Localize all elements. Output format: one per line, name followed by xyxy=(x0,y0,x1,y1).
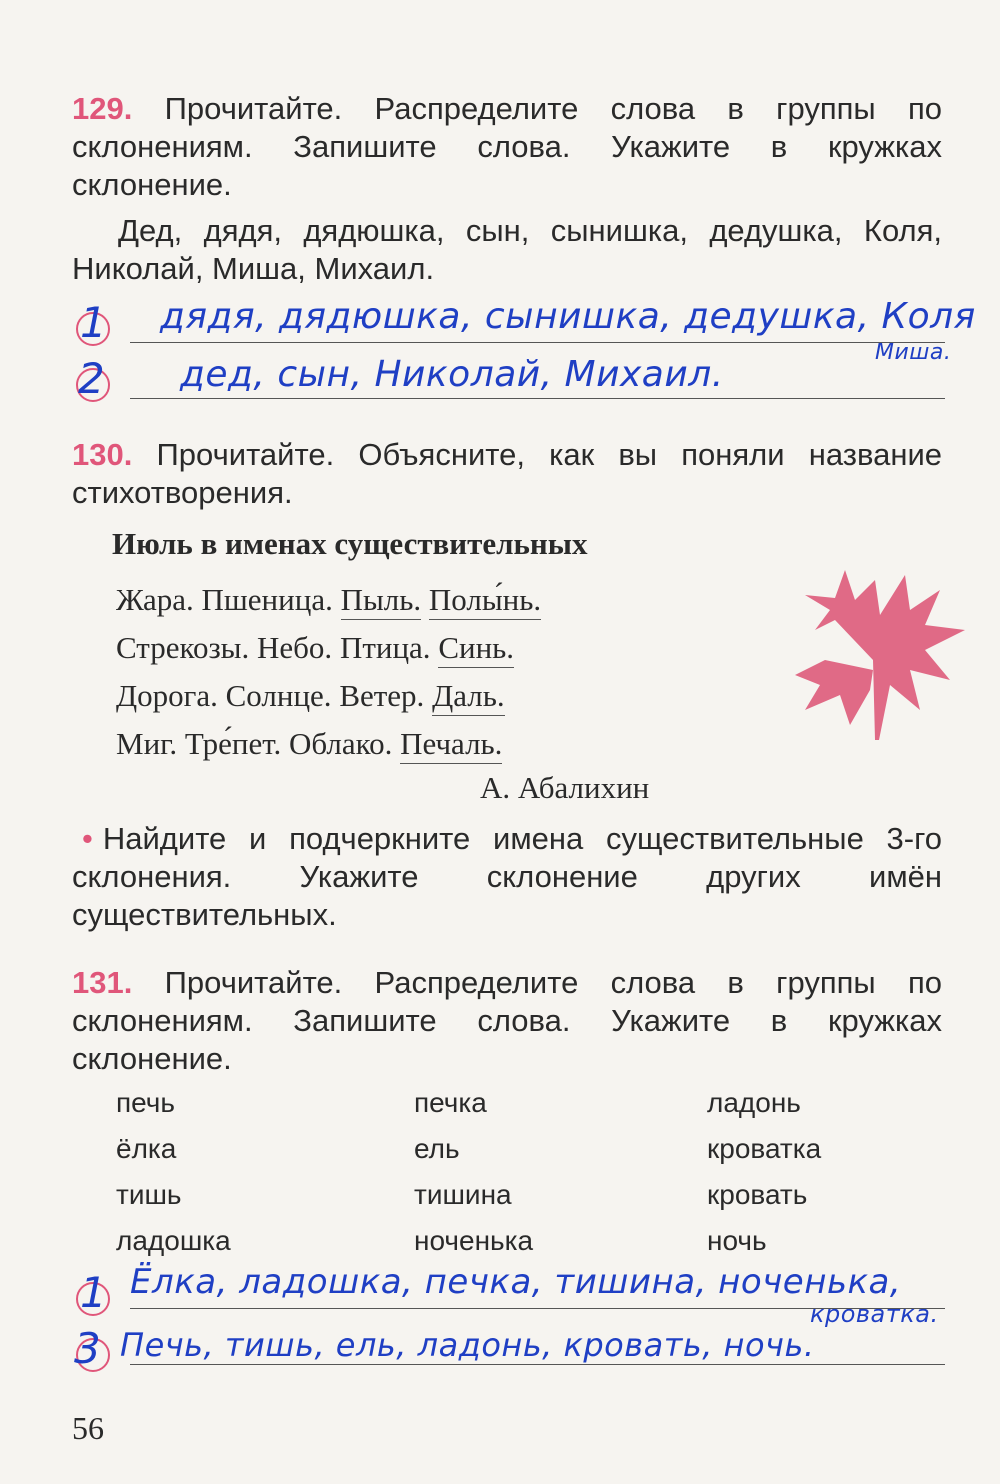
word: ель xyxy=(414,1133,460,1164)
poem-word: Дорога. xyxy=(116,678,218,713)
word: тишь xyxy=(116,1179,182,1210)
exercise-text: Прочитайте. Распределите слова в группы по склонениям. Запишите слова. Укажите в кружках склонение. xyxy=(72,91,942,202)
word: кровать xyxy=(707,1179,808,1210)
poem-word: Даль. xyxy=(432,678,505,716)
leaf-illustration xyxy=(775,560,975,745)
exercise-number: 130. xyxy=(72,437,133,472)
poem-word: Синь. xyxy=(438,630,514,668)
poem-line xyxy=(116,582,541,618)
poem-word: Пшеница. xyxy=(201,582,333,617)
handwritten-answer-extra: Миша. xyxy=(875,340,952,365)
handwritten-answer: дед, сын, Николай, Михаил. xyxy=(180,354,724,395)
word: ладошка xyxy=(116,1225,231,1256)
exercise-129 xyxy=(72,90,942,204)
answer-line xyxy=(130,342,945,343)
exercise-text: Прочитайте. Объясните, как вы поняли название стихотворения. xyxy=(72,437,942,510)
word: кроватка xyxy=(707,1133,822,1164)
word: печь xyxy=(116,1087,175,1118)
word: ладонь xyxy=(707,1087,801,1118)
exercise-text: Прочитайте. Распределите слова в группы по склонениям. Запишите слова. Укажите в кружках склонение. xyxy=(72,965,942,1076)
poem-word: Полы́нь. xyxy=(429,582,541,620)
poem-word: Облако. xyxy=(288,726,393,761)
word: ёлка xyxy=(116,1133,177,1164)
handwritten-answer-extra: кроватка. xyxy=(810,1300,939,1328)
word: ноченька xyxy=(414,1225,534,1256)
task-text: Найдите и подчеркните имена существительные 3-го склонения. Укажите склонение других имён существительных. xyxy=(72,821,942,932)
poem-word: Печаль. xyxy=(400,726,502,764)
poem-word: Небо. xyxy=(257,630,333,665)
word: печка xyxy=(414,1087,487,1118)
word-column xyxy=(116,1080,231,1264)
handwritten-declension: 1 xyxy=(80,1268,107,1317)
poem-word: Тре́пет. xyxy=(184,726,282,761)
exercise-129-words: Дед, дядя, дядюшка, сын, сынишка, дедушка, Коля, Николай, Миша, Михаил. xyxy=(72,213,942,286)
poem-word: Птица. xyxy=(339,630,431,665)
poem-word: Пыль. xyxy=(341,582,422,620)
word-column xyxy=(414,1080,533,1264)
exercise-130-task xyxy=(72,820,942,934)
bullet-icon: • xyxy=(82,821,93,856)
answer-line xyxy=(130,1308,945,1309)
poem-word: Ветер. xyxy=(339,678,425,713)
poem-line xyxy=(116,726,502,762)
exercise-131 xyxy=(72,964,942,1078)
poem-line xyxy=(116,678,505,714)
handwritten-declension: 3 xyxy=(74,1324,101,1373)
word: ночь xyxy=(707,1225,767,1256)
poem-word: Жара. xyxy=(116,582,194,617)
exercise-number: 129. xyxy=(72,91,133,126)
handwritten-declension: 2 xyxy=(78,354,105,403)
answer-line xyxy=(130,398,945,399)
handwritten-answer: дядя, дядюшка, сынишка, дедушка, Коля xyxy=(160,296,976,337)
poem-title: Июль в именах существительных xyxy=(112,526,588,561)
exercise-130 xyxy=(72,436,942,512)
word-column xyxy=(707,1080,821,1264)
poem-author: А. Абалихин xyxy=(480,770,650,805)
poem-word: Миг. xyxy=(116,726,178,761)
handwritten-answer: Ёлка, ладошка, печка, тишина, ноченька, xyxy=(130,1262,902,1302)
exercise-number: 131. xyxy=(72,965,133,1000)
poem-line xyxy=(116,630,514,666)
word: тишина xyxy=(414,1179,512,1210)
handwritten-answer: Печь, тишь, ель, ладонь, кровать, ночь. xyxy=(120,1326,815,1364)
handwritten-declension: 1 xyxy=(80,298,107,347)
poem-word: Стрекозы. xyxy=(116,630,250,665)
answer-line xyxy=(130,1364,945,1365)
page-number: 56 xyxy=(72,1410,104,1446)
poem-word: Солнце. xyxy=(225,678,332,713)
